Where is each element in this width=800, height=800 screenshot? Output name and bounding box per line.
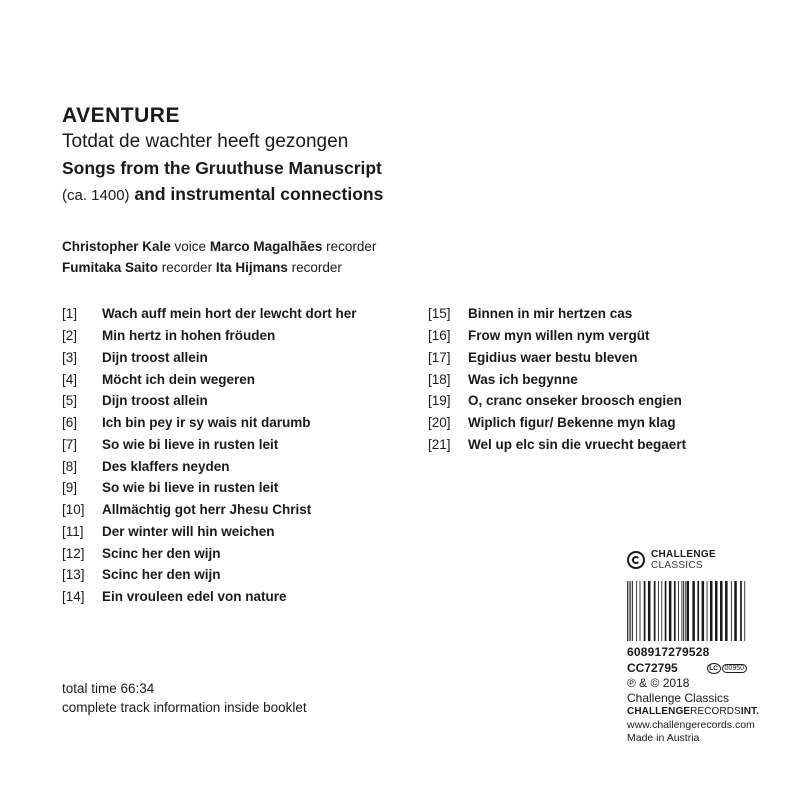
barcode-bar <box>725 581 728 641</box>
track-title: Allmächtig got herr Jhesu Christ <box>102 502 312 518</box>
track-number: [1] <box>62 306 78 322</box>
track-item <box>62 499 357 521</box>
performer-role: recorder <box>291 260 342 275</box>
track-number: [12] <box>62 545 85 561</box>
performers-row <box>62 236 376 257</box>
track-title: Was ich begynne <box>468 371 578 387</box>
track-title: Wach auff mein hort der lewcht dort her <box>102 306 357 322</box>
footer-notes <box>62 679 307 717</box>
website-url: www.challengerecords.com <box>627 719 755 731</box>
track-title: Scinc her den wijn <box>102 567 221 583</box>
track-number: [11] <box>62 523 84 539</box>
barcode-bar <box>630 581 631 641</box>
track-title: Dijn troost allein <box>102 349 208 365</box>
records-logo <box>627 706 760 717</box>
tracklist-column-2 <box>428 303 686 455</box>
track-number: [9] <box>62 480 78 496</box>
tracklist-column-1 <box>62 303 357 608</box>
barcode-bar <box>640 581 641 641</box>
album-title: AVENTURE <box>62 104 180 127</box>
performer-role: voice <box>174 239 207 254</box>
track-item <box>62 368 357 390</box>
track-number: [16] <box>428 328 451 344</box>
barcode-bar <box>702 581 705 641</box>
track-title: Wiplich figur/ Bekenne myn klag <box>468 415 676 431</box>
total-time: total time 66:34 <box>62 681 155 696</box>
track-number: [5] <box>62 393 78 409</box>
barcode-bar <box>731 581 732 641</box>
barcode-bar <box>678 581 679 641</box>
track-number: [20] <box>428 415 451 431</box>
album-description-line1: Songs from the Gruuthuse Manuscript <box>62 158 382 178</box>
barcode-bar <box>674 581 676 641</box>
track-number: [2] <box>62 328 78 344</box>
performers-list <box>62 236 376 278</box>
track-item <box>62 455 357 477</box>
barcode-bar <box>685 581 686 641</box>
track-number: [6] <box>62 415 78 431</box>
barcode-bar <box>692 581 695 641</box>
track-number: [7] <box>62 436 78 452</box>
track-item <box>62 325 357 347</box>
barcode-bar <box>715 581 718 641</box>
barcode-bar <box>629 581 630 641</box>
barcode-bar <box>707 581 708 641</box>
track-title: Frow myn willen nym vergüt <box>468 328 650 344</box>
track-title: So wie bi lieve in rusten leit <box>102 436 279 452</box>
barcode-bar <box>683 581 684 641</box>
track-item <box>62 412 357 434</box>
barcode-bar <box>632 581 633 641</box>
performer-role: recorder <box>161 260 213 275</box>
company-name: Challenge Classics <box>627 691 730 705</box>
copyright: ℗ & © 2018 <box>627 676 690 690</box>
track-item <box>62 390 357 412</box>
barcode-bar <box>644 581 646 641</box>
track-item <box>62 586 357 608</box>
performer-name: Christopher Kale <box>62 239 171 254</box>
track-number: [14] <box>62 589 85 605</box>
booklet-note: complete track information inside booklet <box>62 700 307 715</box>
track-item <box>62 564 357 586</box>
performer-name: Fumitaka Saito <box>62 260 159 275</box>
track-number: [4] <box>62 371 78 387</box>
barcode-number: 608917279528 <box>627 645 710 659</box>
track-number: [13] <box>62 567 85 583</box>
track-item <box>428 303 686 325</box>
track-number: [10] <box>62 502 85 518</box>
track-item <box>62 434 357 456</box>
track-title: O, cranc onseker broosch engien <box>468 393 682 409</box>
barcode-bar <box>697 581 699 641</box>
brand-line2: CLASSICS <box>651 560 703 571</box>
barcode-bar <box>710 581 713 641</box>
performer-role: recorder <box>326 239 377 254</box>
barcode-bar <box>669 581 672 641</box>
track-item <box>428 434 686 456</box>
barcode-bar <box>720 581 723 641</box>
track-title: So wie bi lieve in rusten leit <box>102 480 279 496</box>
challenge-classics-brand <box>627 545 747 575</box>
barcode-bar <box>740 581 742 641</box>
track-number: [18] <box>428 371 451 387</box>
brand-text <box>651 549 716 571</box>
track-title: Min hertz in hohen fröuden <box>102 328 276 344</box>
brand-line1: CHALLENGE <box>651 549 716 560</box>
track-item <box>62 303 357 325</box>
track-title: Ich bin pey ir sy wais nit darumb <box>102 415 311 431</box>
lc-logo-icon: LC <box>707 663 721 674</box>
album-description-line2 <box>62 184 383 205</box>
track-item <box>428 390 686 412</box>
barcode-bar <box>636 581 637 641</box>
track-title: Egidius waer bestu bleven <box>468 349 638 365</box>
description-bold: and instrumental connections <box>134 184 384 204</box>
track-number: [15] <box>428 306 451 322</box>
made-in: Made in Austria <box>627 732 700 744</box>
track-item <box>428 325 686 347</box>
track-title: Scinc her den wijn <box>102 545 221 561</box>
track-number: [17] <box>428 349 451 365</box>
album-subtitle: Totdat de wachter heeft gezongen <box>62 131 349 152</box>
label-block <box>627 545 760 744</box>
catalog-row <box>627 661 747 675</box>
records-suffix: INT. <box>740 706 760 717</box>
barcode-bar <box>744 581 745 641</box>
catalog-number: CC72795 <box>627 661 678 675</box>
track-title: Wel up elc sin die vruecht begaert <box>468 436 687 452</box>
barcode-bar <box>734 581 737 641</box>
track-item <box>428 412 686 434</box>
barcode-bar <box>648 581 651 641</box>
lc-code: 00950 <box>722 664 747 673</box>
records-normal: RECORDS <box>690 706 741 717</box>
track-number: [3] <box>62 349 78 365</box>
barcode-bar <box>658 581 659 641</box>
barcode-bar <box>654 581 656 641</box>
track-item <box>62 477 357 499</box>
track-number: [19] <box>428 393 451 409</box>
barcode-bar <box>661 581 662 641</box>
performer-name: Marco Magalhães <box>209 239 323 254</box>
performer-name: Ita Hijmans <box>215 260 288 275</box>
track-title: Dijn troost allein <box>102 393 208 409</box>
track-item <box>62 347 357 369</box>
track-title: Möcht ich dein wegeren <box>102 371 256 387</box>
barcode <box>627 581 746 641</box>
label-code <box>707 663 747 674</box>
barcode-bar <box>627 581 628 641</box>
track-title: Der winter will hin weichen <box>102 523 275 539</box>
track-number: [21] <box>428 436 451 452</box>
barcode-bar <box>687 581 690 641</box>
barcode-bar <box>665 581 667 641</box>
track-number: [8] <box>62 458 78 474</box>
challenge-logo-icon <box>627 551 645 569</box>
track-title: Binnen in mir hertzen cas <box>468 306 633 322</box>
track-item <box>428 368 686 390</box>
track-item <box>428 347 686 369</box>
barcode-bar <box>681 581 682 641</box>
records-bold: CHALLENGE <box>627 706 691 717</box>
track-item <box>62 521 357 543</box>
track-title: Ein vrouleen edel von nature <box>102 589 287 605</box>
performers-row <box>62 257 376 278</box>
date-note: (ca. 1400) <box>62 187 130 204</box>
track-title: Des klaffers neyden <box>102 458 230 474</box>
track-item <box>62 542 357 564</box>
